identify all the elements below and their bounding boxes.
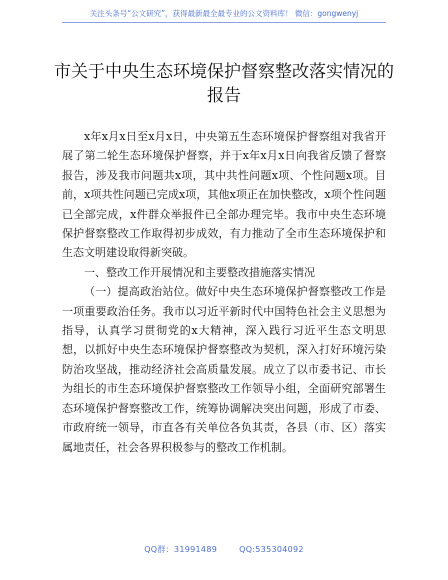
section-heading: 一、整改工作开展情况和主要整改措施落实情况	[84, 265, 315, 279]
title-line-2: 报告	[207, 86, 241, 106]
document-body	[62, 127, 386, 457]
footer-qq-group: QQ群：31991489	[144, 545, 218, 554]
intro-paragraph: x年x月x日至x月x日，中央第五生态环境保护督察组对我省开展了第二轮生态环境保护督察，并于x年x月x日向我省反馈了督察报告，涉及我市问题共x项，其中共性问题x项、个性问题x项。目前，x项共性问题已完成x项，其他x项正在加快整改，x项个性问题已全部完成，x件群众举报件已全部办理完毕。我市中央生态环境保护督察整改工作取得初步成效，有力推动了全市生态环境保护和生态文明建设取得新突破。	[62, 130, 386, 260]
footer-qq: QQ:535304092	[239, 545, 304, 554]
header-divider	[62, 22, 386, 23]
title-line-1: 市关于中央生态环境保护督察整改落实情况的	[54, 62, 394, 82]
footer-contact	[0, 544, 448, 555]
document-title	[40, 60, 408, 108]
subsection-paragraph: （一）提高政治站位。做好中央生态环境保护督察整改工作是一项重要政治任务。我市以习近平新时代中国特色社会主义思想为指导，认真学习贯彻党的x大精神，深入践行习近平生态文明思想，以抓好中央生态环境保护督察整改为契机，深入打好环境污染防治攻坚战，推动经济社会高质量发展。成立了以市委书记、市长为组长的市生态环境保护督察整改工作领导小组，全面研究部署生态环境保护督察整改工作，统筹协调解决突出问题，形成了市委、市政府统一领导，市直各有关单位各负其责，各县（市、区）落实属地责任，社会各界积极参与的整改工作机制。	[62, 285, 386, 454]
header-promo-note: 关注头条号“公文研究”，获得最新最全最专业的公文资料库！ 微信：gongwenyj	[89, 9, 359, 18]
